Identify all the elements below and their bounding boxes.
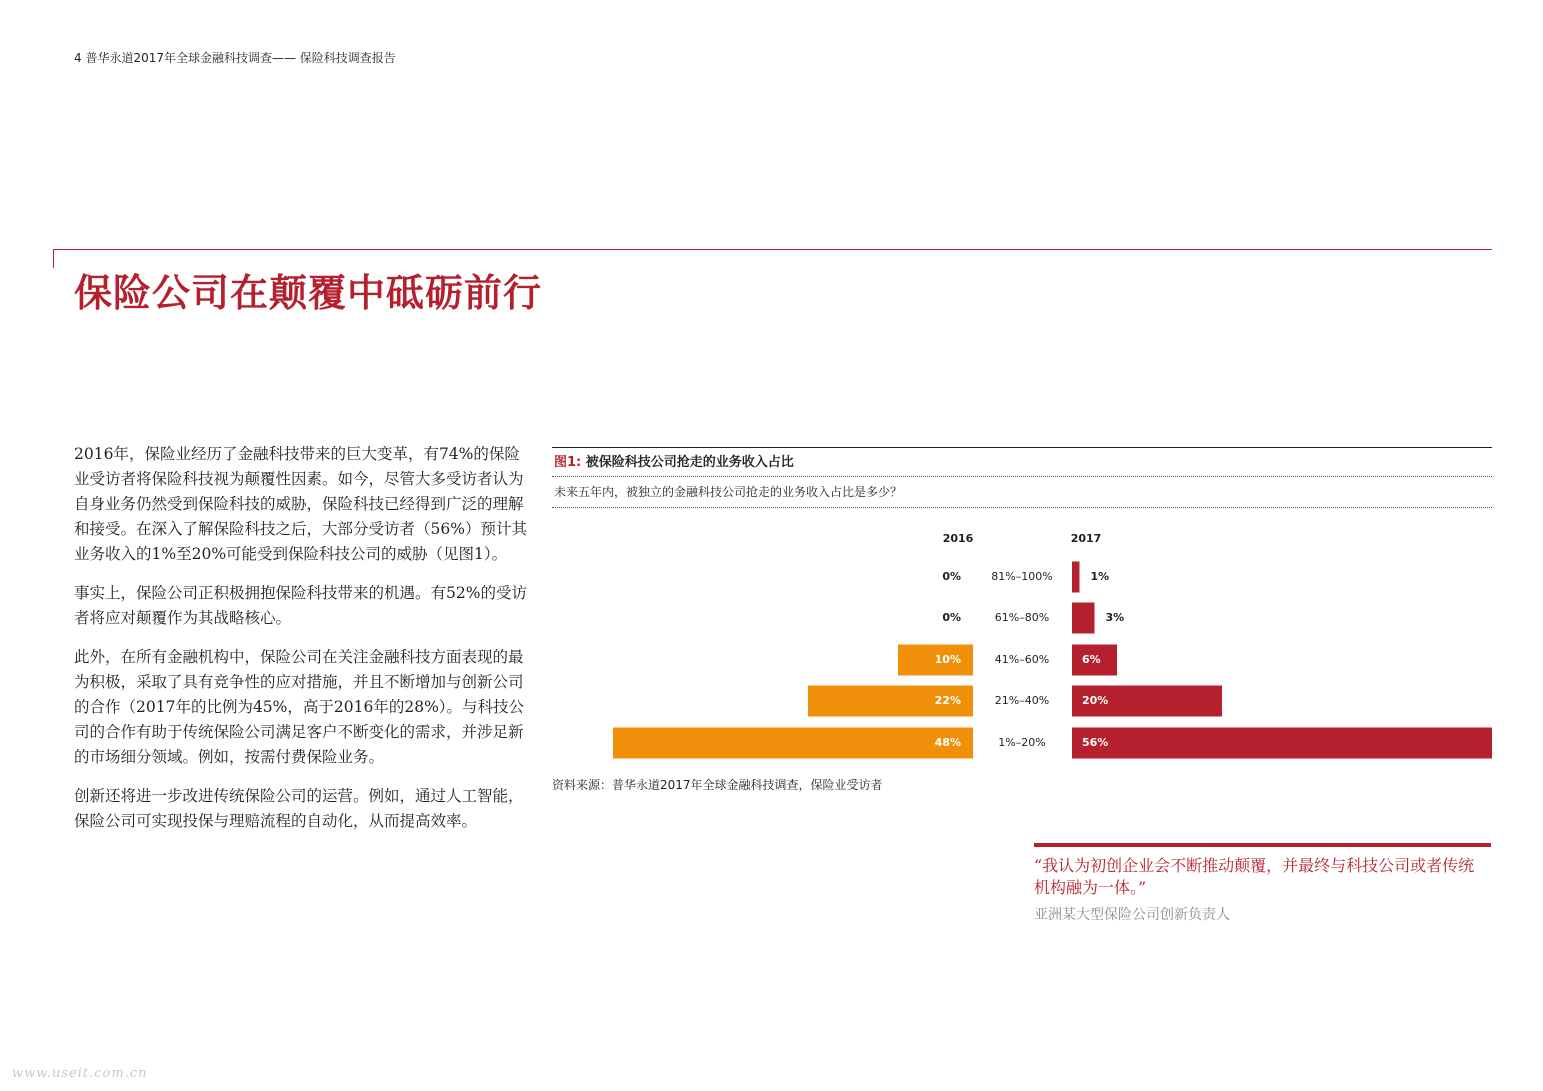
bar-2017 [1072, 603, 1095, 634]
data-label-2016: 0% [942, 611, 961, 624]
bar-2016 [613, 728, 973, 759]
bar-2017 [1072, 562, 1080, 593]
category-label: 1%–20% [998, 736, 1046, 749]
category-label: 61%–80% [994, 611, 1050, 624]
page-title: 保险公司在颠覆中砥砺前行 [74, 270, 543, 315]
data-label-2017: 3% [1105, 611, 1125, 624]
data-label-2017: 1% [1090, 570, 1110, 583]
figure-header [552, 447, 1492, 508]
title-rule-tick [53, 249, 54, 268]
revenue-share-chart [552, 524, 1492, 769]
figure-source: 资料来源：普华永道2017年全球金融科技调查，保险业受访者 [552, 778, 883, 792]
data-label-2016: 22% [934, 694, 961, 707]
quote-author: 亚洲某大型保险公司创新负责人 [1034, 907, 1230, 923]
category-label: 41%–60% [994, 653, 1050, 666]
category-label: 81%–100% [991, 570, 1053, 583]
body-text [74, 442, 534, 848]
legend-2016: 2016 [942, 532, 974, 545]
bar-2017 [1072, 728, 1492, 759]
data-label-2016: 10% [934, 653, 961, 666]
legend-2017: 2017 [1070, 532, 1102, 545]
quote-rule [1034, 843, 1491, 847]
figure-question: 未来五年内，被独立的金融科技公司抢走的业务收入占比是多少？ [554, 485, 903, 499]
data-label-2017: 56% [1082, 736, 1109, 749]
data-label-2017: 6% [1082, 653, 1101, 666]
figure-title [554, 454, 1492, 476]
running-header: 4 普华永道2017年全球金融科技调查—— 保险科技调查报告 [74, 51, 396, 65]
body-paragraph-1: 2016年，保险业经历了金融科技带来的巨大变革，有74%的保险业受访者将保险科技视为颠覆性因素。如今，尽管大多受访者认为自身业务仍然受到保险科技的威胁，保险科技已经得到广泛的理解和接受。在深入了解保险科技之后，大部分受访者（56%）预计其业务收入的1%至20%可能受到保险科技公司的威胁（见图1）。 [74, 445, 527, 563]
quote-text: “我认为初创企业会不断推动颠覆，并最终与科技公司或者传统机构融为一体。” [1034, 856, 1475, 897]
figure-top-rule [552, 447, 1492, 448]
body-paragraph-2: 事实上，保险公司正积极拥抱保险科技带来的机遇。有52%的受访者将应对颠覆作为其战略核心。 [74, 584, 527, 627]
data-label-2016: 48% [934, 736, 961, 749]
chart-svg [552, 524, 1492, 769]
figure-title-text: 被保险科技公司抢走的业务收入占比 [585, 455, 794, 470]
figure-divider [552, 507, 1492, 508]
data-label-2016: 0% [942, 570, 961, 583]
watermark: www.useit.com.cn [12, 1066, 148, 1081]
title-rule [53, 249, 1492, 250]
figure-divider [552, 476, 1492, 477]
figure-number: 图1: [554, 455, 582, 470]
body-paragraph-3: 此外，在所有金融机构中，保险公司在关注金融科技方面表现的最为积极，采取了具有竞争性的应对措施，并且不断增加与创新公司的合作（2017年的比例为45%，高于2016年的28%）。与科技公司的合作有助于传统保险公司满足客户不断变化的需求，并涉足新的市场细分领域。例如，按需付费保险业务。 [74, 648, 525, 766]
body-paragraph-4: 创新还将进一步改进传统保险公司的运营。例如，通过人工智能，保险公司可实现投保与理赔流程的自动化，从而提高效率。 [74, 787, 524, 830]
data-label-2017: 20% [1082, 694, 1109, 707]
category-label: 21%–40% [994, 694, 1050, 707]
